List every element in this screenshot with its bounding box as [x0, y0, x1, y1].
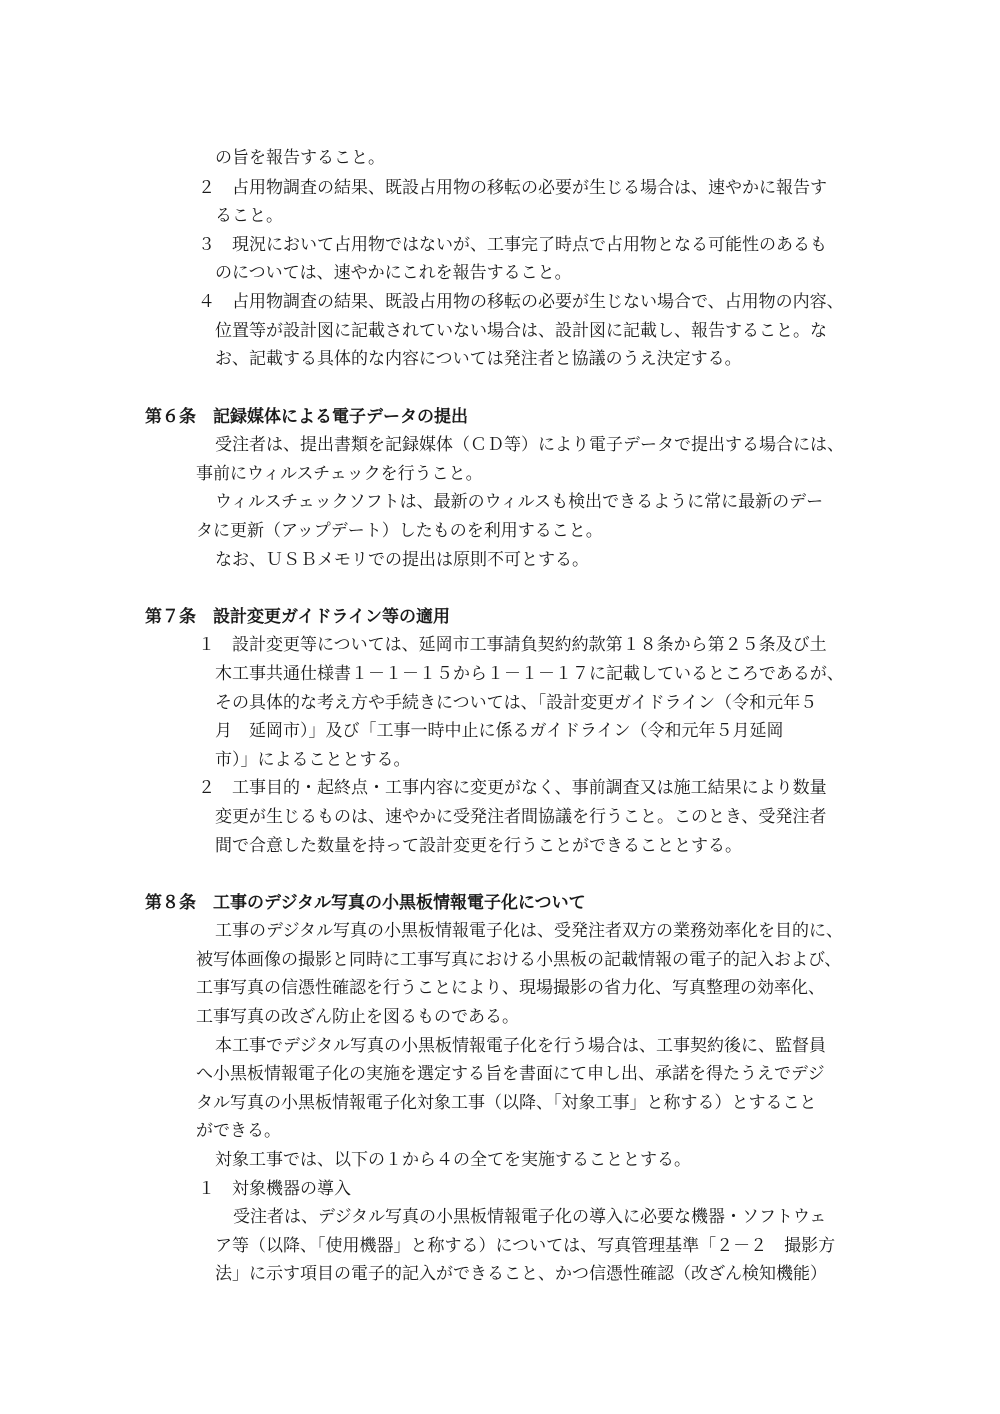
- paragraph-line: 位置等が設計図に記載されていない場合は、設計図に記載し、報告すること。な: [215, 321, 827, 341]
- paragraph-line: の旨を報告すること。: [215, 148, 385, 168]
- paragraph-line: 工事のデジタル写真の小黒板情報電子化は、受発注者双方の業務効率化を目的に、: [215, 921, 843, 941]
- list-item: ２ 占用物調査の結果、既設占用物の移転の必要が生じる場合は、速やかに報告す: [198, 178, 827, 198]
- paragraph-line: タに更新（アップデート）したものを利用すること。: [196, 521, 603, 541]
- paragraph-line: 月 延岡市）」及び「工事一時中止に係るガイドライン（令和元年５月延岡: [215, 721, 784, 741]
- paragraph-line: 変更が生じるものは、速やかに受発注者間協議を行うこと。このとき、受発注者: [215, 807, 827, 827]
- paragraph-line: 木工事共通仕様書１－１－１５から１－１－１７に記載しているところであるが、: [215, 664, 844, 684]
- paragraph-line: ア等（以降、「使用機器」と称する）については、写真管理基準「２－２ 撮影方: [215, 1236, 836, 1256]
- list-item: ４ 占用物調査の結果、既設占用物の移転の必要が生じない場合で、占用物の内容、: [198, 292, 844, 312]
- paragraph-line: のについては、速やかにこれを報告すること。: [215, 263, 572, 283]
- paragraph-line: 工事写真の信憑性確認を行うことにより、現場撮影の省力化、写真整理の効率化、: [196, 978, 825, 998]
- paragraph-line: ウィルスチェックソフトは、最新のウィルスも検出できるように常に最新のデー: [215, 492, 824, 512]
- paragraph-line: その具体的な考え方や手続きについては、「設計変更ガイドライン（令和元年５: [215, 693, 818, 713]
- paragraph-line: 工事写真の改ざん防止を図るものである。: [196, 1007, 519, 1027]
- paragraph-line: 被写体画像の撮影と同時に工事写真における小黒板の記載情報の電子的記入および、: [196, 950, 842, 970]
- paragraph-line: お、記載する具体的な内容については発注者と協議のうえ決定する。: [215, 349, 742, 369]
- paragraph-line: 法」に示す項目の電子的記入ができること、かつ信憑性確認（改ざん検知機能）: [215, 1264, 827, 1284]
- paragraph-line: 受注者は、提出書類を記録媒体（ＣＤ等）により電子データで提出する場合には、: [215, 435, 844, 455]
- paragraph-line: なお、ＵＳＢメモリでの提出は原則不可とする。: [215, 550, 589, 570]
- paragraph-line: タル写真の小黒板情報電子化対象工事（以降、「対象工事」と称する）とすること: [196, 1093, 817, 1113]
- article-6-heading: 第６条 記録媒体による電子データの提出: [145, 407, 468, 427]
- list-item: １ 設計変更等については、延岡市工事請負契約約款第１８条から第２５条及び土: [198, 635, 827, 655]
- paragraph-line: 受注者は、デジタル写真の小黒板情報電子化の導入に必要な機器・ソフトウェ: [233, 1207, 827, 1227]
- article-7-heading: 第７条 設計変更ガイドライン等の適用: [145, 607, 450, 627]
- paragraph-line: 間で合意した数量を持って設計変更を行うことができることとする。: [215, 836, 742, 856]
- paragraph-line: へ小黒板情報電子化の実施を選定する旨を書面にて申し出、承諾を得たうえでデジ: [196, 1064, 825, 1084]
- paragraph-line: 事前にウィルスチェックを行うこと。: [196, 464, 483, 484]
- paragraph-line: 市）」によることとする。: [215, 750, 411, 770]
- list-item: ３ 現況において占用物ではないが、工事完了時点で占用物となる可能性のあるも: [198, 235, 827, 255]
- paragraph-line: ること。: [215, 206, 283, 226]
- paragraph-line: ができる。: [196, 1121, 281, 1141]
- paragraph-line: 対象工事では、以下の１から４の全てを実施することとする。: [215, 1150, 691, 1170]
- article-8-heading: 第８条 工事のデジタル写真の小黒板情報電子化について: [145, 893, 586, 913]
- paragraph-line: 本工事でデジタル写真の小黒板情報電子化を行う場合は、工事契約後に、監督員: [215, 1036, 826, 1056]
- list-item: ２ 工事目的・起終点・工事内容に変更がなく、事前調査又は施工結果により数量: [198, 778, 827, 798]
- list-item: １ 対象機器の導入: [198, 1179, 351, 1199]
